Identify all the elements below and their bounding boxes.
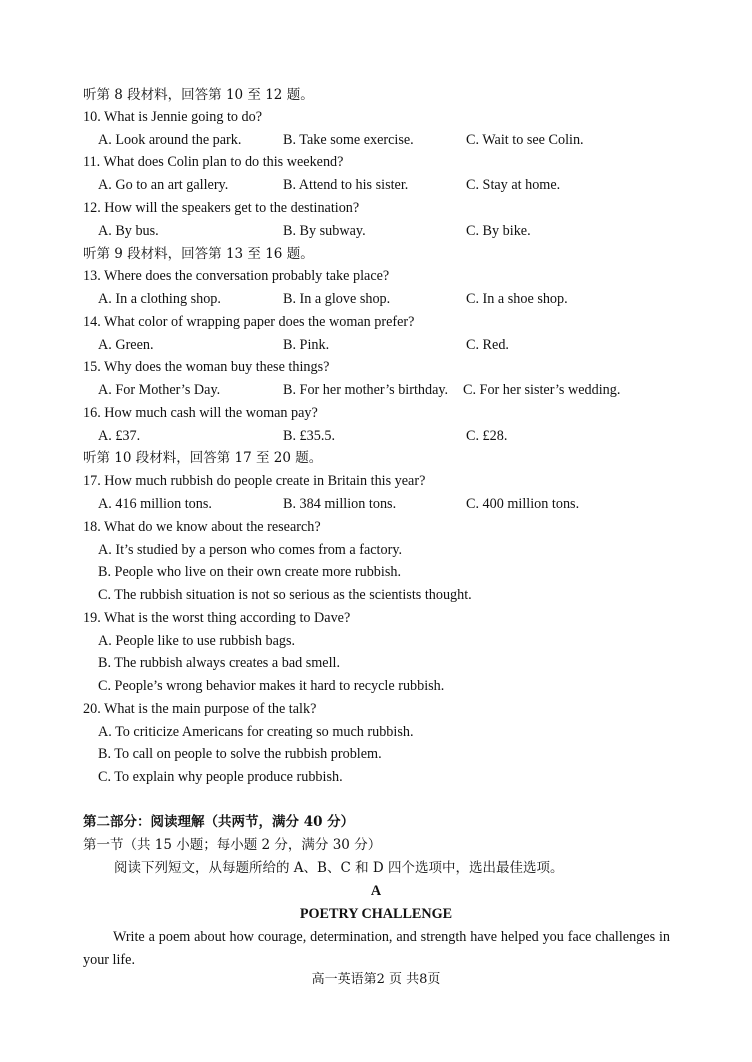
option-13-a: A. In a clothing shop. xyxy=(98,291,221,307)
option-16-c: C. £28. xyxy=(466,428,508,444)
option-19-b: B. The rubbish always creates a bad smell. xyxy=(98,655,341,671)
question-17: 17. How much rubbish do people create in Britain this year? xyxy=(83,473,426,489)
option-10-b: B. Take some exercise. xyxy=(283,132,414,148)
option-20-c: C. To explain why people produce rubbish. xyxy=(98,769,343,785)
option-15-c: C. For her sister’s wedding. xyxy=(463,382,621,398)
passage-title: POETRY CHALLENGE xyxy=(299,906,453,922)
option-15-a: A. For Mother’s Day. xyxy=(98,382,221,398)
passage-paragraph: Write a poem about how courage, determination, and strength have helped you face challenges in your life. xyxy=(83,929,670,968)
question-13: 13. Where does the conversation probably take place? xyxy=(83,268,390,284)
option-11-c: C. Stay at home. xyxy=(466,177,561,193)
question-20: 20. What is the main purpose of the talk? xyxy=(83,701,317,717)
question-12: 12. How will the speakers get to the destination? xyxy=(83,200,360,216)
option-11-a: A. Go to an art gallery. xyxy=(98,177,229,193)
option-17-c: C. 400 million tons. xyxy=(466,496,580,512)
option-14-a: A. Green. xyxy=(98,337,154,353)
option-12-b: B. By subway. xyxy=(283,223,366,239)
question-11: 11. What does Colin plan to do this weekend? xyxy=(83,154,344,170)
reading-instruction: 阅读下列短文，从每题所给的 A、B、C 和 D 四个选项中，选出最佳选项。 xyxy=(114,860,564,876)
question-14: 14. What color of wrapping paper does the woman prefer? xyxy=(83,314,415,330)
question-18: 18. What do we know about the research? xyxy=(83,519,321,535)
passage-label: A xyxy=(370,883,382,899)
option-12-c: C. By bike. xyxy=(466,223,531,239)
option-18-a: A. It’s studied by a person who comes from a factory. xyxy=(98,542,403,558)
question-19: 19. What is the worst thing according to Dave? xyxy=(83,610,351,626)
section-9-heading: 听第 9 段材料，回答第 13 至 16 题。 xyxy=(83,246,314,262)
question-10: 10. What is Jennie going to do? xyxy=(83,109,263,125)
option-17-b: B. 384 million tons. xyxy=(283,496,397,512)
section1-heading: 第一节（共 15 小题；每小题 2 分，满分 30 分） xyxy=(83,837,382,853)
option-16-a: A. £37. xyxy=(98,428,141,444)
question-15: 15. Why does the woman buy these things? xyxy=(83,359,330,375)
option-19-a: A. People like to use rubbish bags. xyxy=(98,633,296,649)
option-10-a: A. Look around the park. xyxy=(98,132,242,148)
question-16: 16. How much cash will the woman pay? xyxy=(83,405,318,421)
option-13-b: B. In a glove shop. xyxy=(283,291,391,307)
option-18-b: B. People who live on their own create more rubbish. xyxy=(98,564,401,580)
option-12-a: A. By bus. xyxy=(98,223,159,239)
option-14-c: C. Red. xyxy=(466,337,509,353)
option-15-b: B. For her mother’s birthday. xyxy=(283,382,449,398)
option-17-a: A. 416 million tons. xyxy=(98,496,212,512)
option-10-c: C. Wait to see Colin. xyxy=(466,132,584,148)
option-16-b: B. £35.5. xyxy=(283,428,336,444)
option-14-b: B. Pink. xyxy=(283,337,330,353)
option-19-c: C. People’s wrong behavior makes it hard to recycle rubbish. xyxy=(98,678,445,694)
option-18-c: C. The rubbish situation is not so serious as the scientists thought. xyxy=(98,587,472,603)
option-20-a: A. To criticize Americans for creating so much rubbish. xyxy=(98,724,414,740)
option-13-c: C. In a shoe shop. xyxy=(466,291,568,307)
part2-heading: 第二部分：阅读理解（共两节，满分 40 分） xyxy=(83,814,355,830)
page-footer: 高一英语第2 页 共8页 xyxy=(311,972,441,987)
section-8-heading: 听第 8 段材料，回答第 10 至 12 题。 xyxy=(83,87,314,103)
section-10-heading: 听第 10 段材料，回答第 17 至 20 题。 xyxy=(83,450,323,466)
option-20-b: B. To call on people to solve the rubbish problem. xyxy=(98,746,382,762)
option-11-b: B. Attend to his sister. xyxy=(283,177,409,193)
